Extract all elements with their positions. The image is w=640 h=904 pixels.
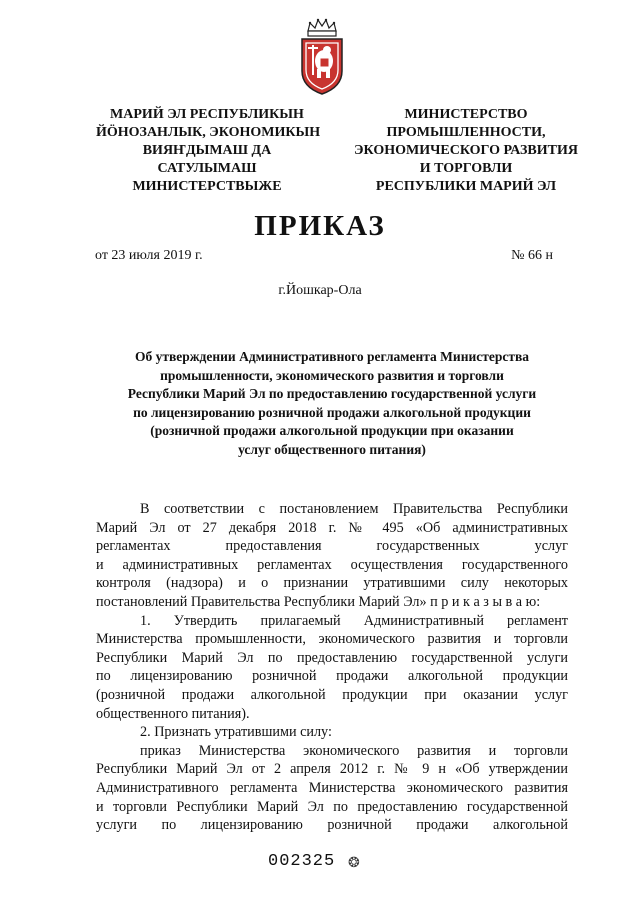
subject-line: услуг общественного питания) <box>238 441 426 457</box>
body-line: 2. Признать утратившими силу: <box>140 724 332 741</box>
body-line: Республики Марий Эл по предоставлению государственной услуги <box>96 649 568 666</box>
body-line: регламентах предоставления государственных услуг <box>96 538 568 555</box>
org-line: ЙӦНОЗАНЛЫК, ЭКОНОМИКЫН <box>96 125 321 140</box>
body-line: 1. Утвердить прилагаемый Административный регламент <box>140 612 568 629</box>
body-line: Республики Марий Эл от 2 апреля 2012 г. № 9 н «Об утверждении <box>96 761 568 778</box>
body-line: постановлений Правительства Республики Марий Эл» п р и к а з ы в а ю: <box>96 593 541 610</box>
org-line: ЭКОНОМИЧЕСКОГО РАЗВИТИЯ <box>354 143 578 158</box>
ornament-icon: ❂ <box>348 856 360 871</box>
serial-number: 002325 <box>268 852 336 871</box>
org-line: САТУЛЫМАШ <box>157 161 257 176</box>
org-name-russian <box>352 106 580 196</box>
org-name-mari <box>96 106 321 196</box>
org-line: И ТОРГОВЛИ <box>419 161 513 176</box>
document-title: ПРИКАЗ <box>254 210 386 242</box>
coat-of-arms-icon <box>298 17 346 95</box>
body-line: и административных регламентах осуществления государственного <box>96 556 568 573</box>
org-line: МИНИСТЕРСТВЫЖЕ <box>132 179 282 194</box>
body-line: Административного регламента Министерства экономического развития <box>96 779 568 796</box>
body-line: Марий Эл от 27 декабря 2018 г. № 495 «Об административных <box>96 519 568 536</box>
body-line: приказ Министерства экономического развития и торговли <box>140 742 568 759</box>
org-line: РЕСПУБЛИКИ МАРИЙ ЭЛ <box>375 179 557 194</box>
org-line: МАРИЙ ЭЛ РЕСПУБЛИКЫН <box>110 107 304 122</box>
body-line: и торговли Республики Марий Эл по предоставлению государственной <box>96 798 568 815</box>
document-date: от 23 июля 2019 г. <box>95 248 203 263</box>
body-line: по лицензированию розничной продажи алкогольной продукции <box>96 668 568 685</box>
body-line: услуги по лицензированию розничной продажи алкогольной <box>96 817 568 834</box>
org-line: МИНИСТЕРСТВО <box>404 107 528 122</box>
document-body <box>96 500 568 835</box>
subject-line: Об утверждении Административного регламента Министерства <box>134 349 530 364</box>
body-line: контроля (надзора) и о признании утратившими силу некоторых <box>96 575 568 592</box>
body-line: общественного питания). <box>96 705 250 722</box>
body-line: (розничной продажи алкогольной продукции при оказании услуг <box>96 686 568 703</box>
body-line: В соответствии с постановлением Правительства Республики <box>140 501 568 517</box>
org-line: ПРОМЫШЛЕННОСТИ, <box>386 125 546 140</box>
subject-line: Республики Марий Эл по предоставлению государственной услуги <box>127 386 537 401</box>
subject-line: по лицензированию розничной продажи алкогольной продукции <box>133 404 531 420</box>
subject-line: (розничной продажи алкогольной продукции при оказании <box>150 423 514 438</box>
document-subject <box>96 348 568 459</box>
org-line: ВИЯҤДЫМАШ ДА <box>142 143 272 158</box>
document-city: г.Йошкар-Ола <box>278 283 362 298</box>
body-line: Министерства промышленности, экономического развития и торговли <box>96 631 568 648</box>
subject-line: промышленности, экономического развития и торговли <box>160 367 504 383</box>
document-number: № 66 н <box>511 248 553 263</box>
